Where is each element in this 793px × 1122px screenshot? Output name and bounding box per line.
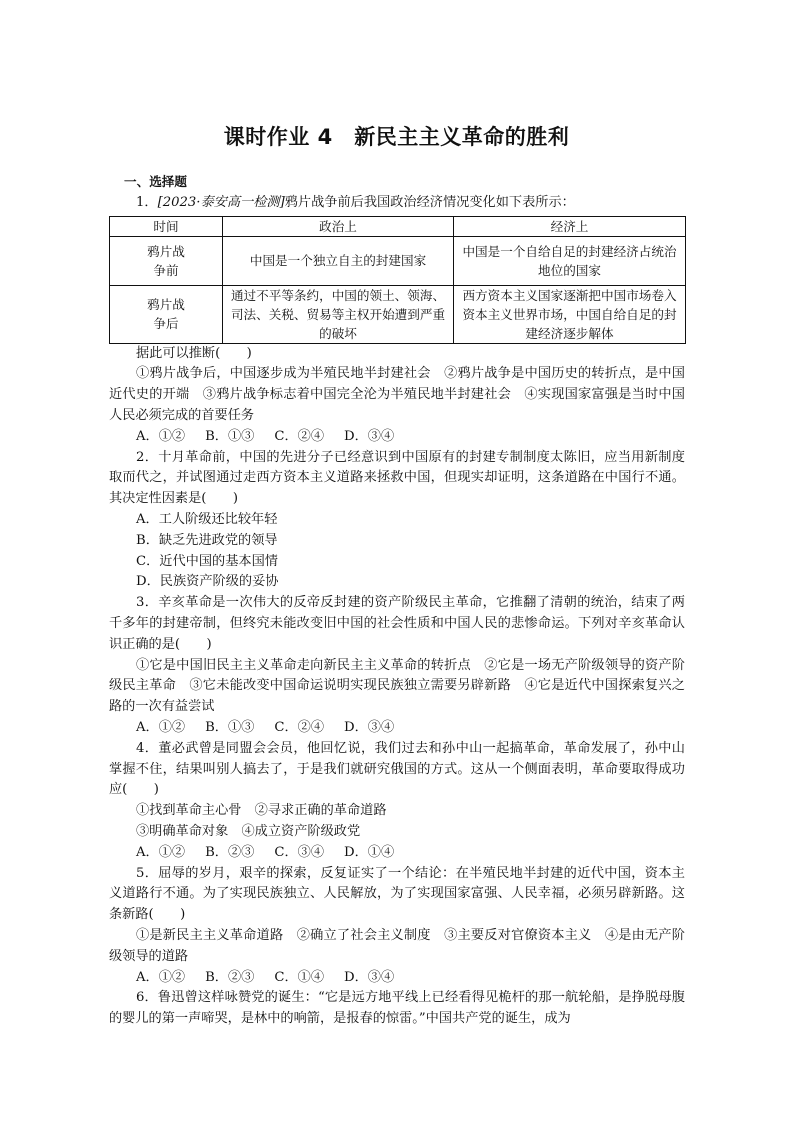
choice-b[interactable]: B．缺乏先进政党的领导 — [136, 532, 278, 548]
choice-d[interactable]: D．③④ — [344, 428, 395, 444]
question-stem: 5．屈辱的岁月，艰辛的探索，反复证实了一个结论：在半殖民地半封建的近代中国，资本主义道路行不通。为了实现民族独立、人民解放，为了实现国家富强、人民幸福，必须另辟新路。这条新路( ) — [109, 865, 685, 923]
table-row — [110, 285, 686, 343]
question-3 — [109, 593, 685, 739]
choice-d[interactable]: D．③④ — [344, 969, 395, 985]
question-statements: ③明确革命对象 ④成立资产阶级政党 — [136, 823, 361, 839]
table-cell: 鸦片战 争前 — [110, 236, 223, 285]
choice-d[interactable]: D．③④ — [344, 719, 395, 735]
choice-c[interactable]: C．②④ — [274, 428, 325, 444]
choice-b[interactable]: B．①③ — [205, 719, 255, 735]
table-header: 经济上 — [454, 216, 686, 236]
table-header: 政治上 — [223, 216, 454, 236]
question-2 — [109, 448, 685, 594]
answer-choices — [109, 718, 685, 739]
question-5 — [109, 864, 685, 989]
table-cell: 中国是一个自给自足的封建经济占统治地位的国家 — [454, 236, 686, 285]
choice-b[interactable]: B．②③ — [205, 969, 255, 985]
question-source: [2023·泰安高一检测] — [157, 194, 285, 210]
table-cell: 通过不平等条约，中国的领土、领海、司法、关税、贸易等主权开始遭到严重的破坏 — [223, 285, 454, 343]
choice-c[interactable]: C．②④ — [274, 719, 325, 735]
table-row — [110, 236, 686, 285]
question-stem: 4．董必武曾是同盟会会员，他回忆说，我们过去和孙中山一起搞革命，革命发展了，孙中山掌握不住，结果叫别人搞去了，于是我们就研究俄国的方式。这从一个侧面表明，革命要取得成功应( ) — [109, 740, 685, 798]
question-stem: 6．鲁迅曾这样咏赞党的诞生：“它是远方地平线上已经看得见桅杆的那一航轮船，是挣脱母腹的婴儿的第一声啼哭，是林中的响箭，是报春的惊雷。”中国共产党的诞生，成为 — [109, 990, 685, 1027]
question-statements: ①它是中国旧民主主义革命走向新民主主义革命的转折点 ②它是一场无产阶级领导的资产阶级民主革命 ③它未能改变中国命运说明实现民族独立需要另辟新路 ④它是近代中国探索复兴之路的一次有益尝试 — [109, 657, 685, 715]
question-1 — [109, 193, 685, 448]
question-text: 鸦片战争前后我国政治经济情况变化如下表所示： — [284, 194, 575, 210]
question-number: 1． — [136, 194, 158, 210]
choice-c[interactable]: C．③④ — [274, 844, 325, 860]
answer-choices — [109, 968, 685, 989]
table-cell: 鸦片战 争后 — [110, 285, 223, 343]
choice-d[interactable]: D．民族资产阶级的妥协 — [136, 574, 279, 590]
question-statements: ①找到革命主心骨 ②寻求正确的革命道路 — [136, 803, 387, 819]
choice-a[interactable]: A．①② — [136, 719, 186, 735]
choice-c[interactable]: C．①④ — [274, 969, 325, 985]
question-statements: ①是新民主主义革命道路 ②确立了社会主义制度 ③主要反对官僚资本主义 ④是由无产阶级领导的道路 — [109, 927, 685, 964]
choice-a[interactable]: A．工人阶级还比较年轻 — [136, 511, 278, 527]
question-prompt: 据此可以推断( ) — [136, 345, 252, 361]
choice-a[interactable]: A．①② — [136, 844, 186, 860]
comparison-table — [109, 216, 686, 344]
question-stem: 2．十月革命前，中国的先进分子已经意识到中国原有的封建专制制度太陈旧，应当用新制度取而代之，并试图通过走西方资本主义道路来拯救中国，但现实却证明，这条道路在中国行不通。其决定性因素是( ) — [109, 449, 685, 507]
table-cell: 中国是一个独立自主的封建国家 — [223, 236, 454, 285]
section-heading: 一、选择题 — [124, 174, 187, 189]
page-title: 课时作业 4 新民主主义革命的胜利 — [223, 125, 570, 149]
choice-a[interactable]: A．①② — [136, 969, 186, 985]
answer-choices — [109, 427, 685, 448]
question-statements: ①鸦片战争后，中国逐步成为半殖民地半封建社会 ②鸦片战争是中国历史的转折点，是中国近代史的开端 ③鸦片战争标志着中国完全沦为半殖民地半封建社会 ④实现国家富强是当时中国人民必须完成的首要任务 — [109, 366, 685, 423]
choice-c[interactable]: C．近代中国的基本国情 — [136, 553, 278, 569]
table-header: 时间 — [110, 216, 223, 236]
answer-choices — [109, 843, 685, 864]
choice-b[interactable]: B．①③ — [205, 428, 255, 444]
choice-a[interactable]: A．①② — [136, 428, 186, 444]
question-stem: 3．辛亥革命是一次伟大的反帝反封建的资产阶级民主革命，它推翻了清朝的统治，结束了两千多年的封建帝制，但终究未能改变旧中国的社会性质和中国人民的悲惨命运。下列对辛亥革命认识正确的是( ) — [109, 595, 685, 652]
choice-b[interactable]: B．②③ — [205, 844, 255, 860]
document-body — [109, 172, 685, 1030]
question-1-stem — [109, 193, 685, 214]
question-6 — [109, 988, 685, 1030]
question-4 — [109, 739, 685, 864]
table-cell: 西方资本主义国家逐渐把中国市场卷入资本主义世界市场，中国自给自足的封建经济逐步解体 — [454, 285, 686, 343]
choice-d[interactable]: D．①④ — [344, 844, 395, 860]
table-header-row — [110, 216, 686, 236]
